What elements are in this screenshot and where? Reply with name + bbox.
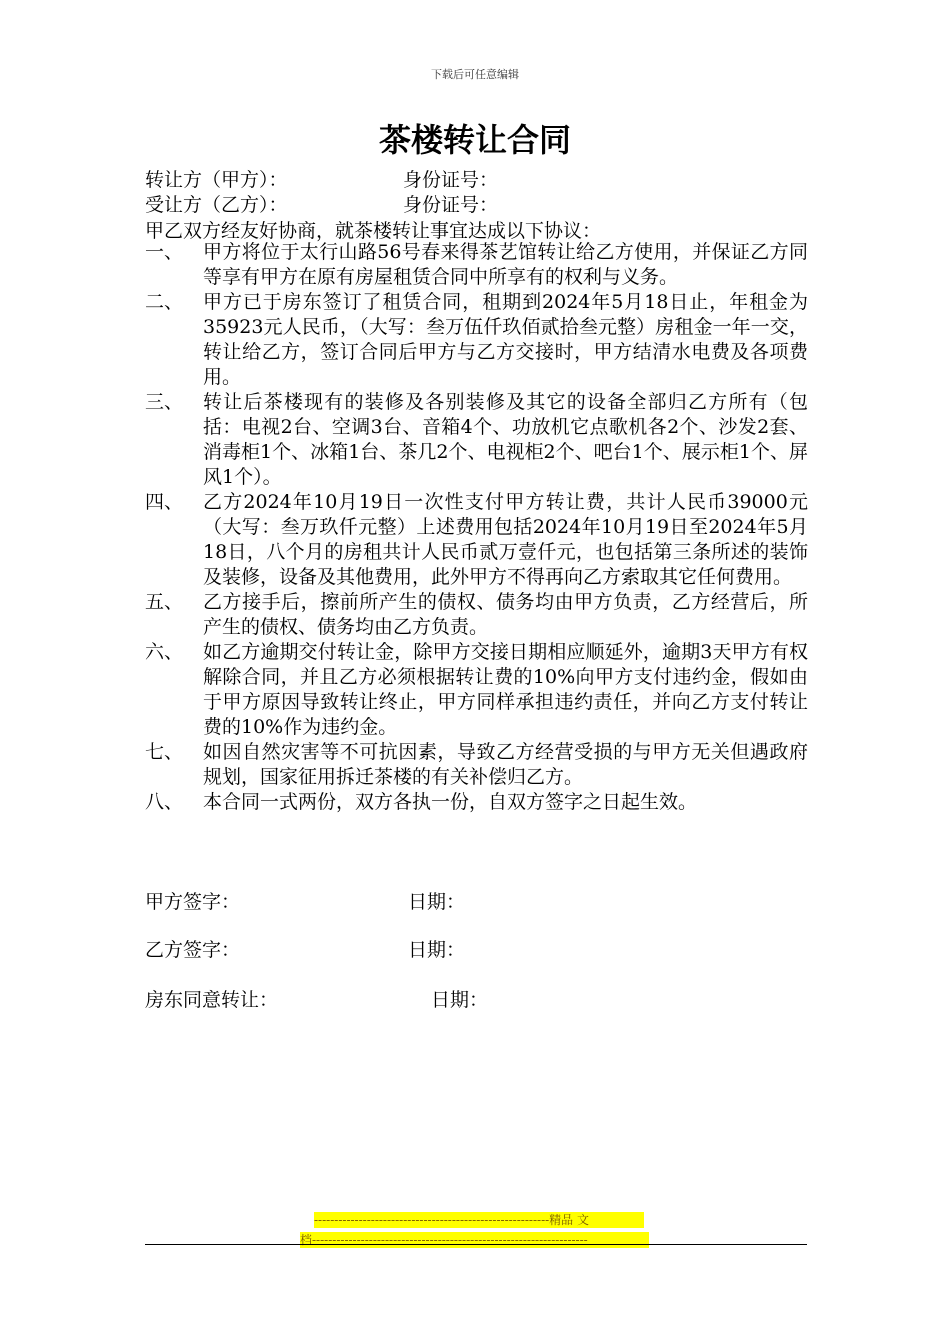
footer-divider [145, 1244, 807, 1245]
clause-number: 二、 [145, 291, 184, 313]
transferor-label: 转让方（甲方）： [145, 169, 288, 191]
clause-number: 三、 [145, 391, 184, 413]
clause-text: 本合同一式两份，双方各执一份，自双方签字之日起生效。 [203, 791, 698, 813]
landlord-consent-label: 房东同意转让： [145, 989, 279, 1011]
clause-6 [145, 640, 808, 740]
header-note: 下载后可任意编辑 [431, 68, 519, 81]
clause-number: 四、 [145, 491, 184, 513]
clause-text: 乙方2024年10月19日一次性支付甲方转让费，共计人民币39000元（大写：叁万玖仟元整）上述费用包括2024年10月19日至2024年5月18日，八个月的房租共计人民币贰万壹仟元，也包括第三条所述的装饰及装修，设备及其他费用，此外甲方不得再向乙方索取其它任何费用。 [203, 491, 808, 588]
clause-number: 八、 [145, 791, 184, 813]
party-a-date-label: 日期： [408, 891, 466, 913]
clause-7 [145, 740, 808, 790]
clause-2 [145, 290, 808, 390]
intro-text: 甲乙双方经友好协商，就茶楼转让事宜达成以下协议： [145, 220, 602, 242]
clause-list [145, 240, 808, 815]
landlord-date-label: 日期： [431, 989, 489, 1011]
party-b-signature-line [145, 938, 465, 963]
transferee-id-label: 身份证号： [403, 194, 499, 216]
clause-4 [145, 490, 808, 590]
clause-number: 七、 [145, 741, 184, 763]
transferee-line [145, 193, 498, 218]
document-title: 茶楼转让合同 [378, 121, 571, 159]
party-b-signature-label: 乙方签字： [145, 939, 241, 961]
clause-text: 乙方接手后，擦前所产生的债权、债务均由甲方负责，乙方经营后，所产生的债权、债务均由乙方负责。 [203, 591, 808, 638]
clause-5 [145, 590, 808, 640]
clause-number: 五、 [145, 591, 184, 613]
clause-1 [145, 240, 808, 290]
clause-8 [145, 790, 808, 815]
transferor-line [145, 168, 498, 193]
footer-line-1: ----------------------------------------------------------精品 文 [314, 1212, 644, 1228]
footer-watermark [300, 1212, 645, 1252]
clause-text: 转让后茶楼现有的装修及各别装修及其它的设备全部归乙方所有（包括：电视2台、空调3台、音箱4个、功放机它点歌机各2个、沙发2套、消毒柜1个、冰箱1台、茶几2个、电视柜2个、吧台1个、展示柜1个、屏风1个）。 [203, 391, 808, 488]
clause-text: 如乙方逾期交付转让金，除甲方交接日期相应顺延外，逾期3天甲方有权解除合同，并且乙方必须根据转让费的10%向甲方支付违约金，假如由于甲方原因导致转让终止，甲方同样承担违约责任，并向乙方支付转让费的10%作为违约金。 [203, 641, 808, 738]
party-a-signature-label: 甲方签字： [145, 891, 241, 913]
transferee-label: 受让方（乙方）： [145, 194, 288, 216]
transferor-id-label: 身份证号： [403, 169, 499, 191]
clause-number: 一、 [145, 241, 184, 263]
clause-3 [145, 390, 808, 490]
party-a-signature-line [145, 890, 465, 915]
footer-line-2: 档-------------------------------------------------------------------- [300, 1232, 649, 1248]
party-b-date-label: 日期： [408, 939, 466, 961]
clause-text: 甲方已于房东签订了租赁合同，租期到2024年5月18日止，年租金为35923元人民币，（大写：叁万伍仟玖佰贰拾叁元整）房租金一年一交，转让给乙方，签订合同后甲方与乙方交接时，甲方结清水电费及各项费用。 [203, 291, 808, 388]
clause-text: 如因自然灾害等不可抗因素，导致乙方经营受损的与甲方无关但遇政府规划，国家征用拆迁茶楼的有关补偿归乙方。 [203, 741, 808, 788]
landlord-signature-line [145, 988, 488, 1013]
clause-text: 甲方将位于太行山路56号春来得茶艺馆转让给乙方使用，并保证乙方同等享有甲方在原有房屋租赁合同中所享有的权利与义务。 [203, 241, 808, 288]
clause-number: 六、 [145, 641, 184, 663]
